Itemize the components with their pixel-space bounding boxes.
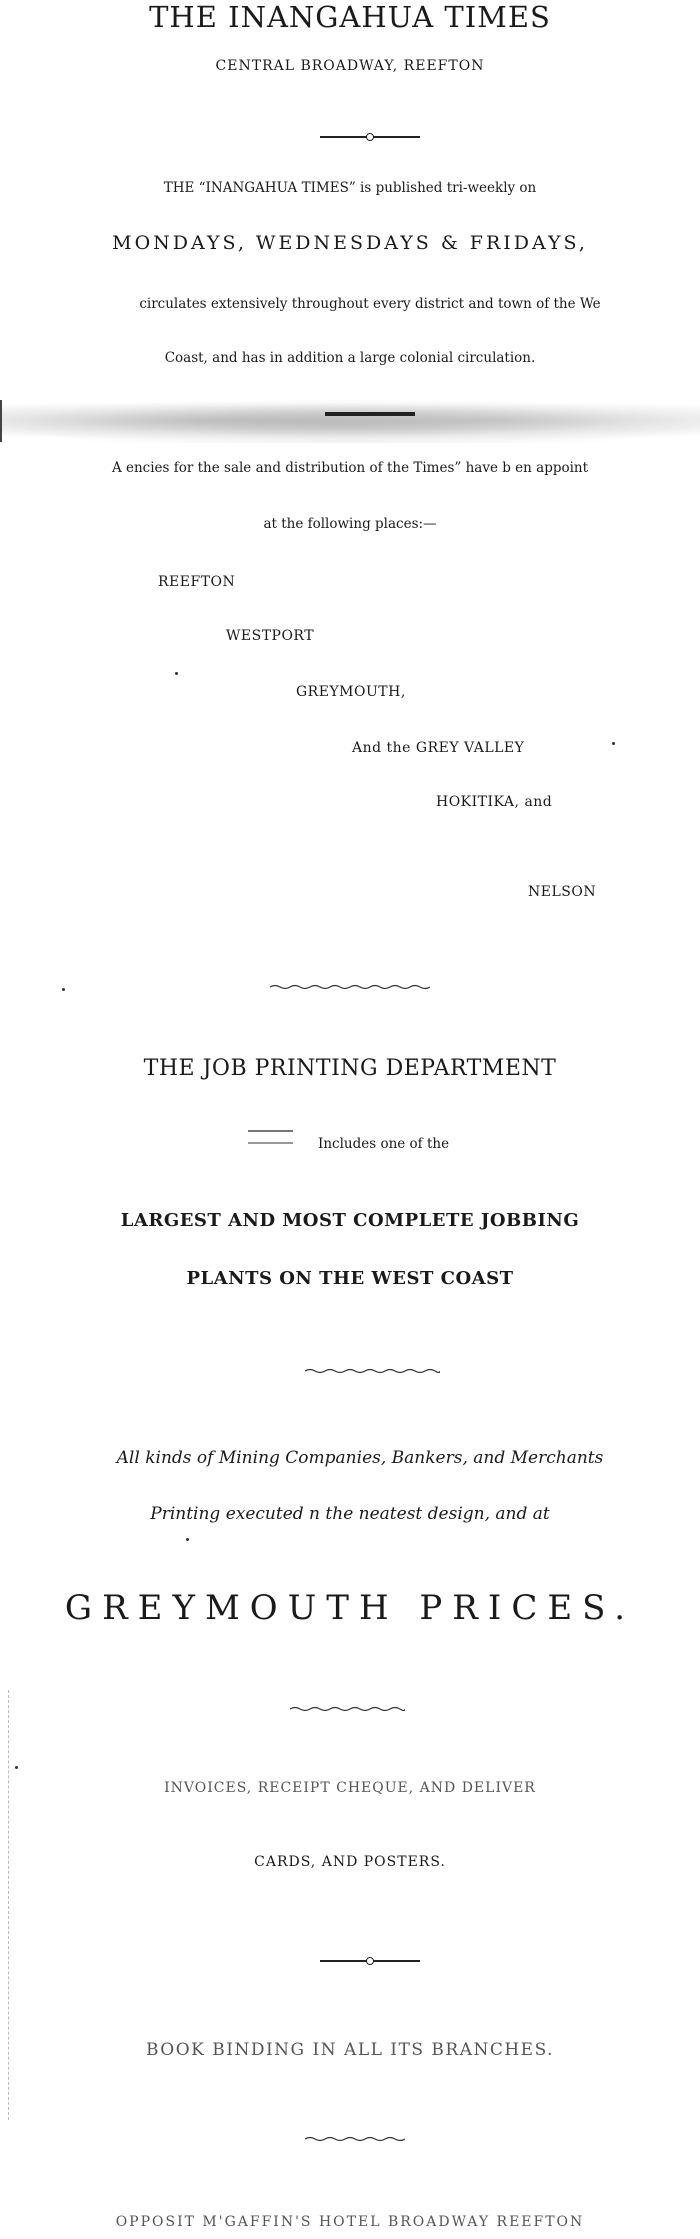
forms-line-2: CARDS, AND POSTERS.: [254, 1854, 446, 1870]
scan-artifact-line: [8, 1690, 9, 2120]
publication-line-3: circulates extensively throughout every district and town of the We: [139, 296, 601, 312]
heavy-rule: [325, 412, 415, 416]
place-nelson: NELSON: [528, 884, 597, 900]
ink-speck: [175, 672, 178, 675]
wavy-rule: [305, 1368, 440, 1374]
wavy-rule: [290, 1706, 405, 1712]
place-westport: WESTPORT: [226, 628, 315, 644]
greymouth-prices: GREYMOUTH PRICES.: [64, 1588, 636, 1628]
masthead-title: THE INANGAHUA TIMES: [149, 0, 551, 34]
job-printing-includes: Includes one of the: [318, 1136, 450, 1152]
footer-address: OPPOSIT M'GAFFIN'S HOTEL BROADWAY REEFTON: [115, 2214, 585, 2230]
ink-smudge: [0, 398, 700, 443]
publication-days: MONDAYS, WEDNESDAYS & FRIDAYS,: [112, 232, 588, 254]
place-greymouth: GREYMOUTH,: [296, 684, 406, 700]
agencies-line-2: at the following places:—: [263, 516, 437, 532]
place-grey-valley: And the GREY VALLEY: [352, 740, 525, 756]
masthead-address: CENTRAL BROADWAY, REEFTON: [215, 58, 485, 74]
kinds-line-1: All kinds of Mining Companies, Bankers, and Merchants: [116, 1448, 604, 1468]
agencies-line-1: A encies for the sale and distribution of the Times” have b en appoint: [111, 460, 589, 476]
ink-speck: [15, 1766, 18, 1769]
ink-speck: [186, 1538, 189, 1541]
bracket-mark: [248, 1130, 293, 1144]
kinds-line-2: Printing executed n the neatest design, and at: [150, 1504, 550, 1524]
page-edge-mark: [0, 400, 12, 442]
jobbing-line-1: LARGEST AND MOST COMPLETE JOBBING: [120, 1210, 580, 1231]
ornamental-rule: [320, 132, 420, 142]
wavy-rule: [305, 2136, 405, 2142]
ink-speck: [612, 742, 615, 745]
publication-line-1: THE “INANGAHUA TIMES” is published tri-weekly on: [163, 180, 537, 196]
place-reefton: REEFTON: [158, 574, 236, 590]
jobbing-line-2: PLANTS ON THE WEST COAST: [186, 1268, 514, 1289]
place-hokitika: HOKITIKA, and: [436, 794, 553, 810]
job-printing-heading: THE JOB PRINTING DEPARTMENT: [143, 1056, 557, 1081]
publication-line-4: Coast, and has in addition a large colonial circulation.: [164, 350, 536, 366]
ink-speck: [62, 988, 65, 991]
book-binding-line: BOOK BINDING IN ALL ITS BRANCHES.: [145, 2040, 555, 2060]
forms-line-1: INVOICES, RECEIPT CHEQUE, AND DELIVER: [164, 1780, 536, 1796]
wavy-rule: [270, 984, 430, 990]
ornamental-rule: [320, 1956, 420, 1966]
